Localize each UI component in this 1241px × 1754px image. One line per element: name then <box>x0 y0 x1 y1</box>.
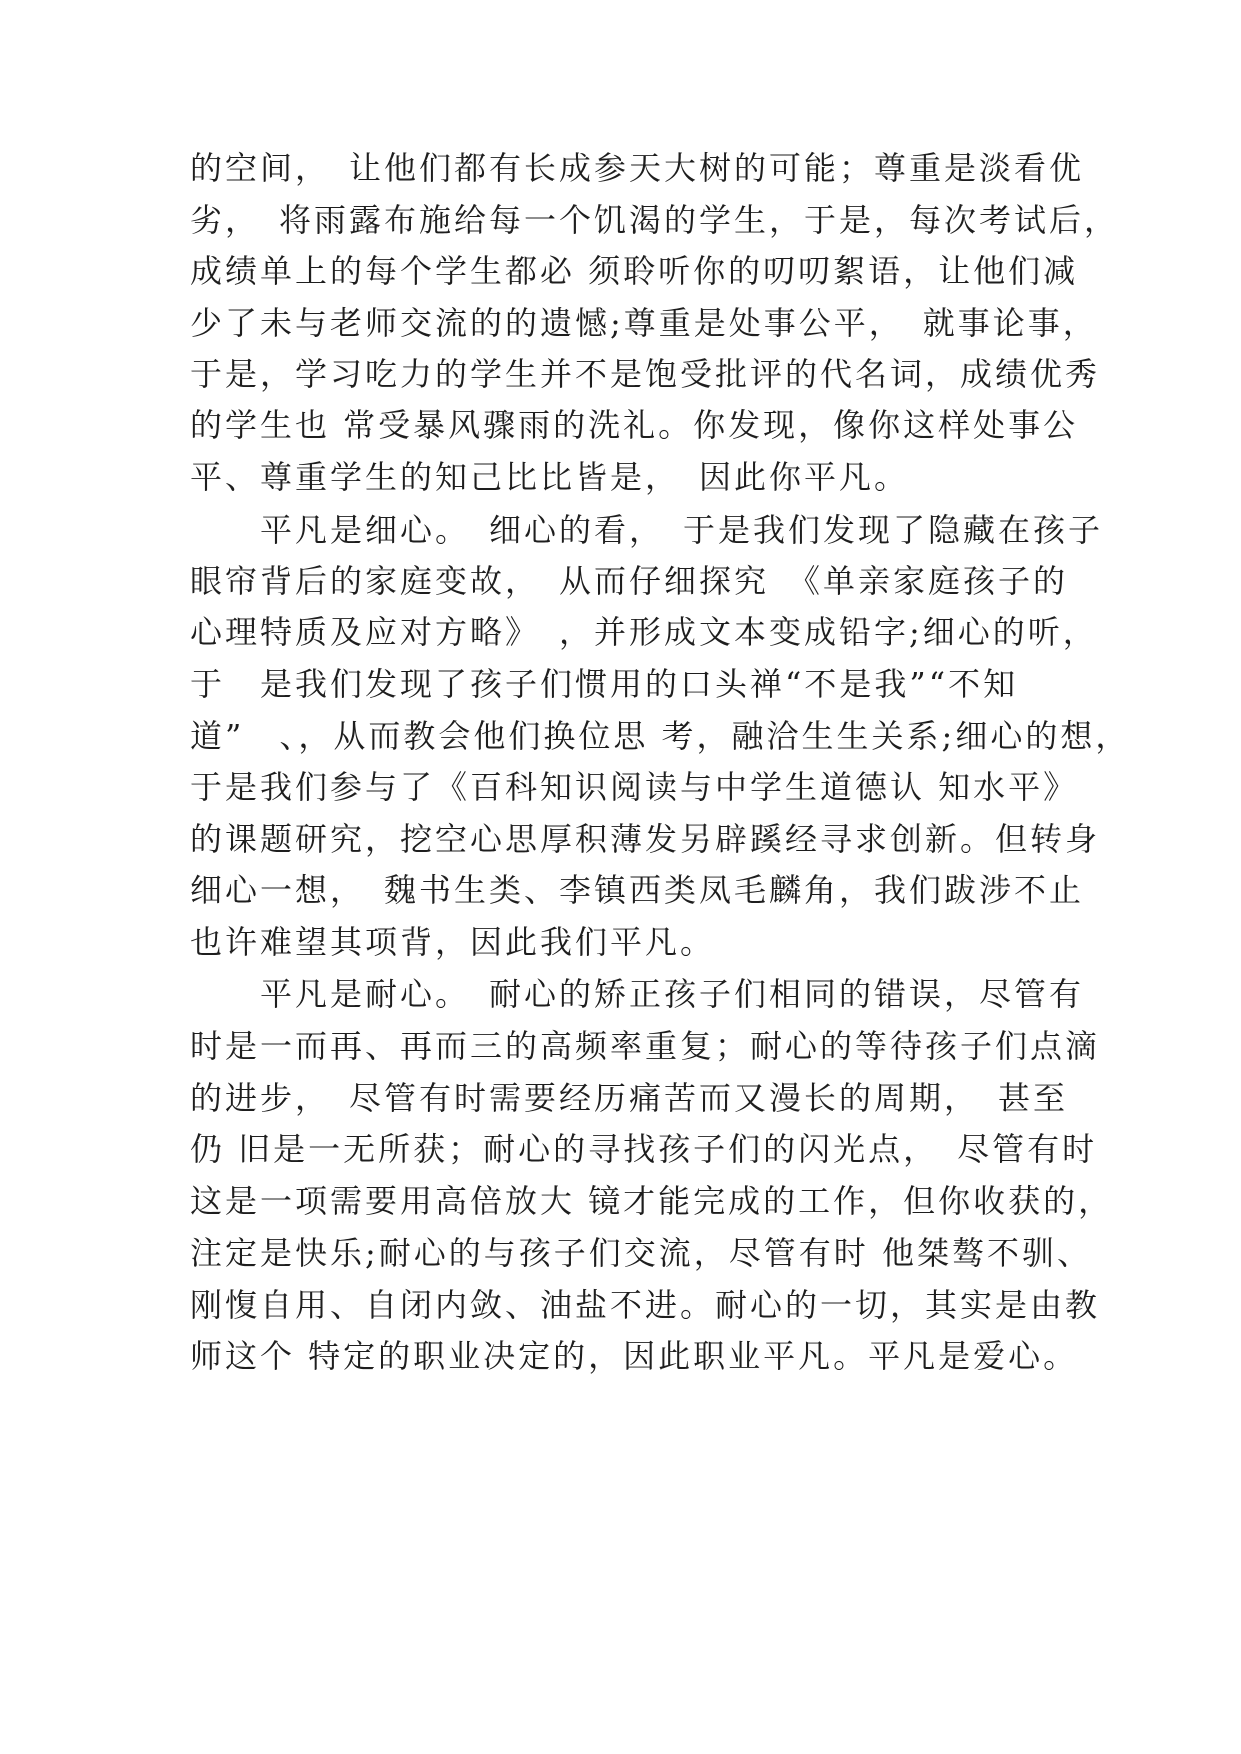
text-line: 的空间， 让他们都有长成参天大树的可能；尊重是淡看优 <box>190 149 1085 187</box>
text-line: 道” 、，从而教会他们换位思 考，融洽生生关系;细心的想， <box>190 717 1131 755</box>
text-line: 仍 旧是一无所获；耐心的寻找孩子们的闪光点， 尽管有时 <box>190 1130 1098 1168</box>
text-line: 的学生也 常受暴风骤雨的洗礼。你发现，像你这样处事公 <box>190 406 1079 444</box>
paragraph-start-line: 平凡是耐心。 耐心的矫正孩子们相同的错误，尽管有 <box>190 975 1085 1013</box>
text-line: 的进步， 尽管有时需要经历痛苦而又漫长的周期， 甚至 <box>190 1079 1069 1117</box>
text-line: 这是一项需要用高倍放大 镜才能完成的工作，但你收获的， <box>190 1182 1114 1220</box>
text-line: 眼帘背后的家庭变故， 从而仔细探究 《单亲家庭孩子的 <box>190 562 1069 600</box>
paragraph-start-line: 平凡是细心。 细心的看， 于是我们发现了隐藏在孩子 <box>190 511 1104 549</box>
text-line: 细心一想， 魏书生类、李镇西类凤毛麟角，我们跋涉不止 <box>190 871 1085 909</box>
text-line: 劣， 将雨露布施给每一个饥渴的学生，于是，每次考试后， <box>190 201 1120 239</box>
text-line: 的课题研究，挖空心思厚积薄发另辟蹊经寻求创新。但转身 <box>190 820 1101 858</box>
text-line: 心理特质及应对方略》 ，并形成文本变成铅字;细心的听， <box>190 613 1098 651</box>
text-line: 于 是我们发现了孩子们惯用的口头禅“不是我”“不知 <box>190 665 1019 703</box>
text-line: 也许难望其项背，因此我们平凡。 <box>190 923 716 961</box>
text-line: 时是一而再、再而三的高频率重复；耐心的等待孩子们点滴 <box>190 1027 1101 1065</box>
text-line: 师这个 特定的职业决定的，因此职业平凡。平凡是爱心。 <box>190 1337 1079 1375</box>
text-line: 于是我们参与了《百科知识阅读与中学生道德认 知水平》 <box>190 768 1079 806</box>
text-line: 注定是快乐;耐心的与孩子们交流，尽管有时 他桀骜不驯、 <box>190 1234 1092 1272</box>
text-line: 于是，学习吃力的学生并不是饱受批评的代名词，成绩优秀 <box>190 355 1101 393</box>
text-line: 刚愎自用、自闭内敛、油盐不进。耐心的一切，其实是由教 <box>190 1286 1101 1324</box>
text-line: 少了未与老师交流的的遗憾;尊重是处事公平， 就事论事， <box>190 304 1098 342</box>
text-line: 成绩单上的每个学生都必 须聆听你的叨叨絮语，让他们减 <box>190 252 1079 290</box>
text-line: 平、尊重学生的知己比比皆是， 因此你平凡。 <box>190 458 910 496</box>
